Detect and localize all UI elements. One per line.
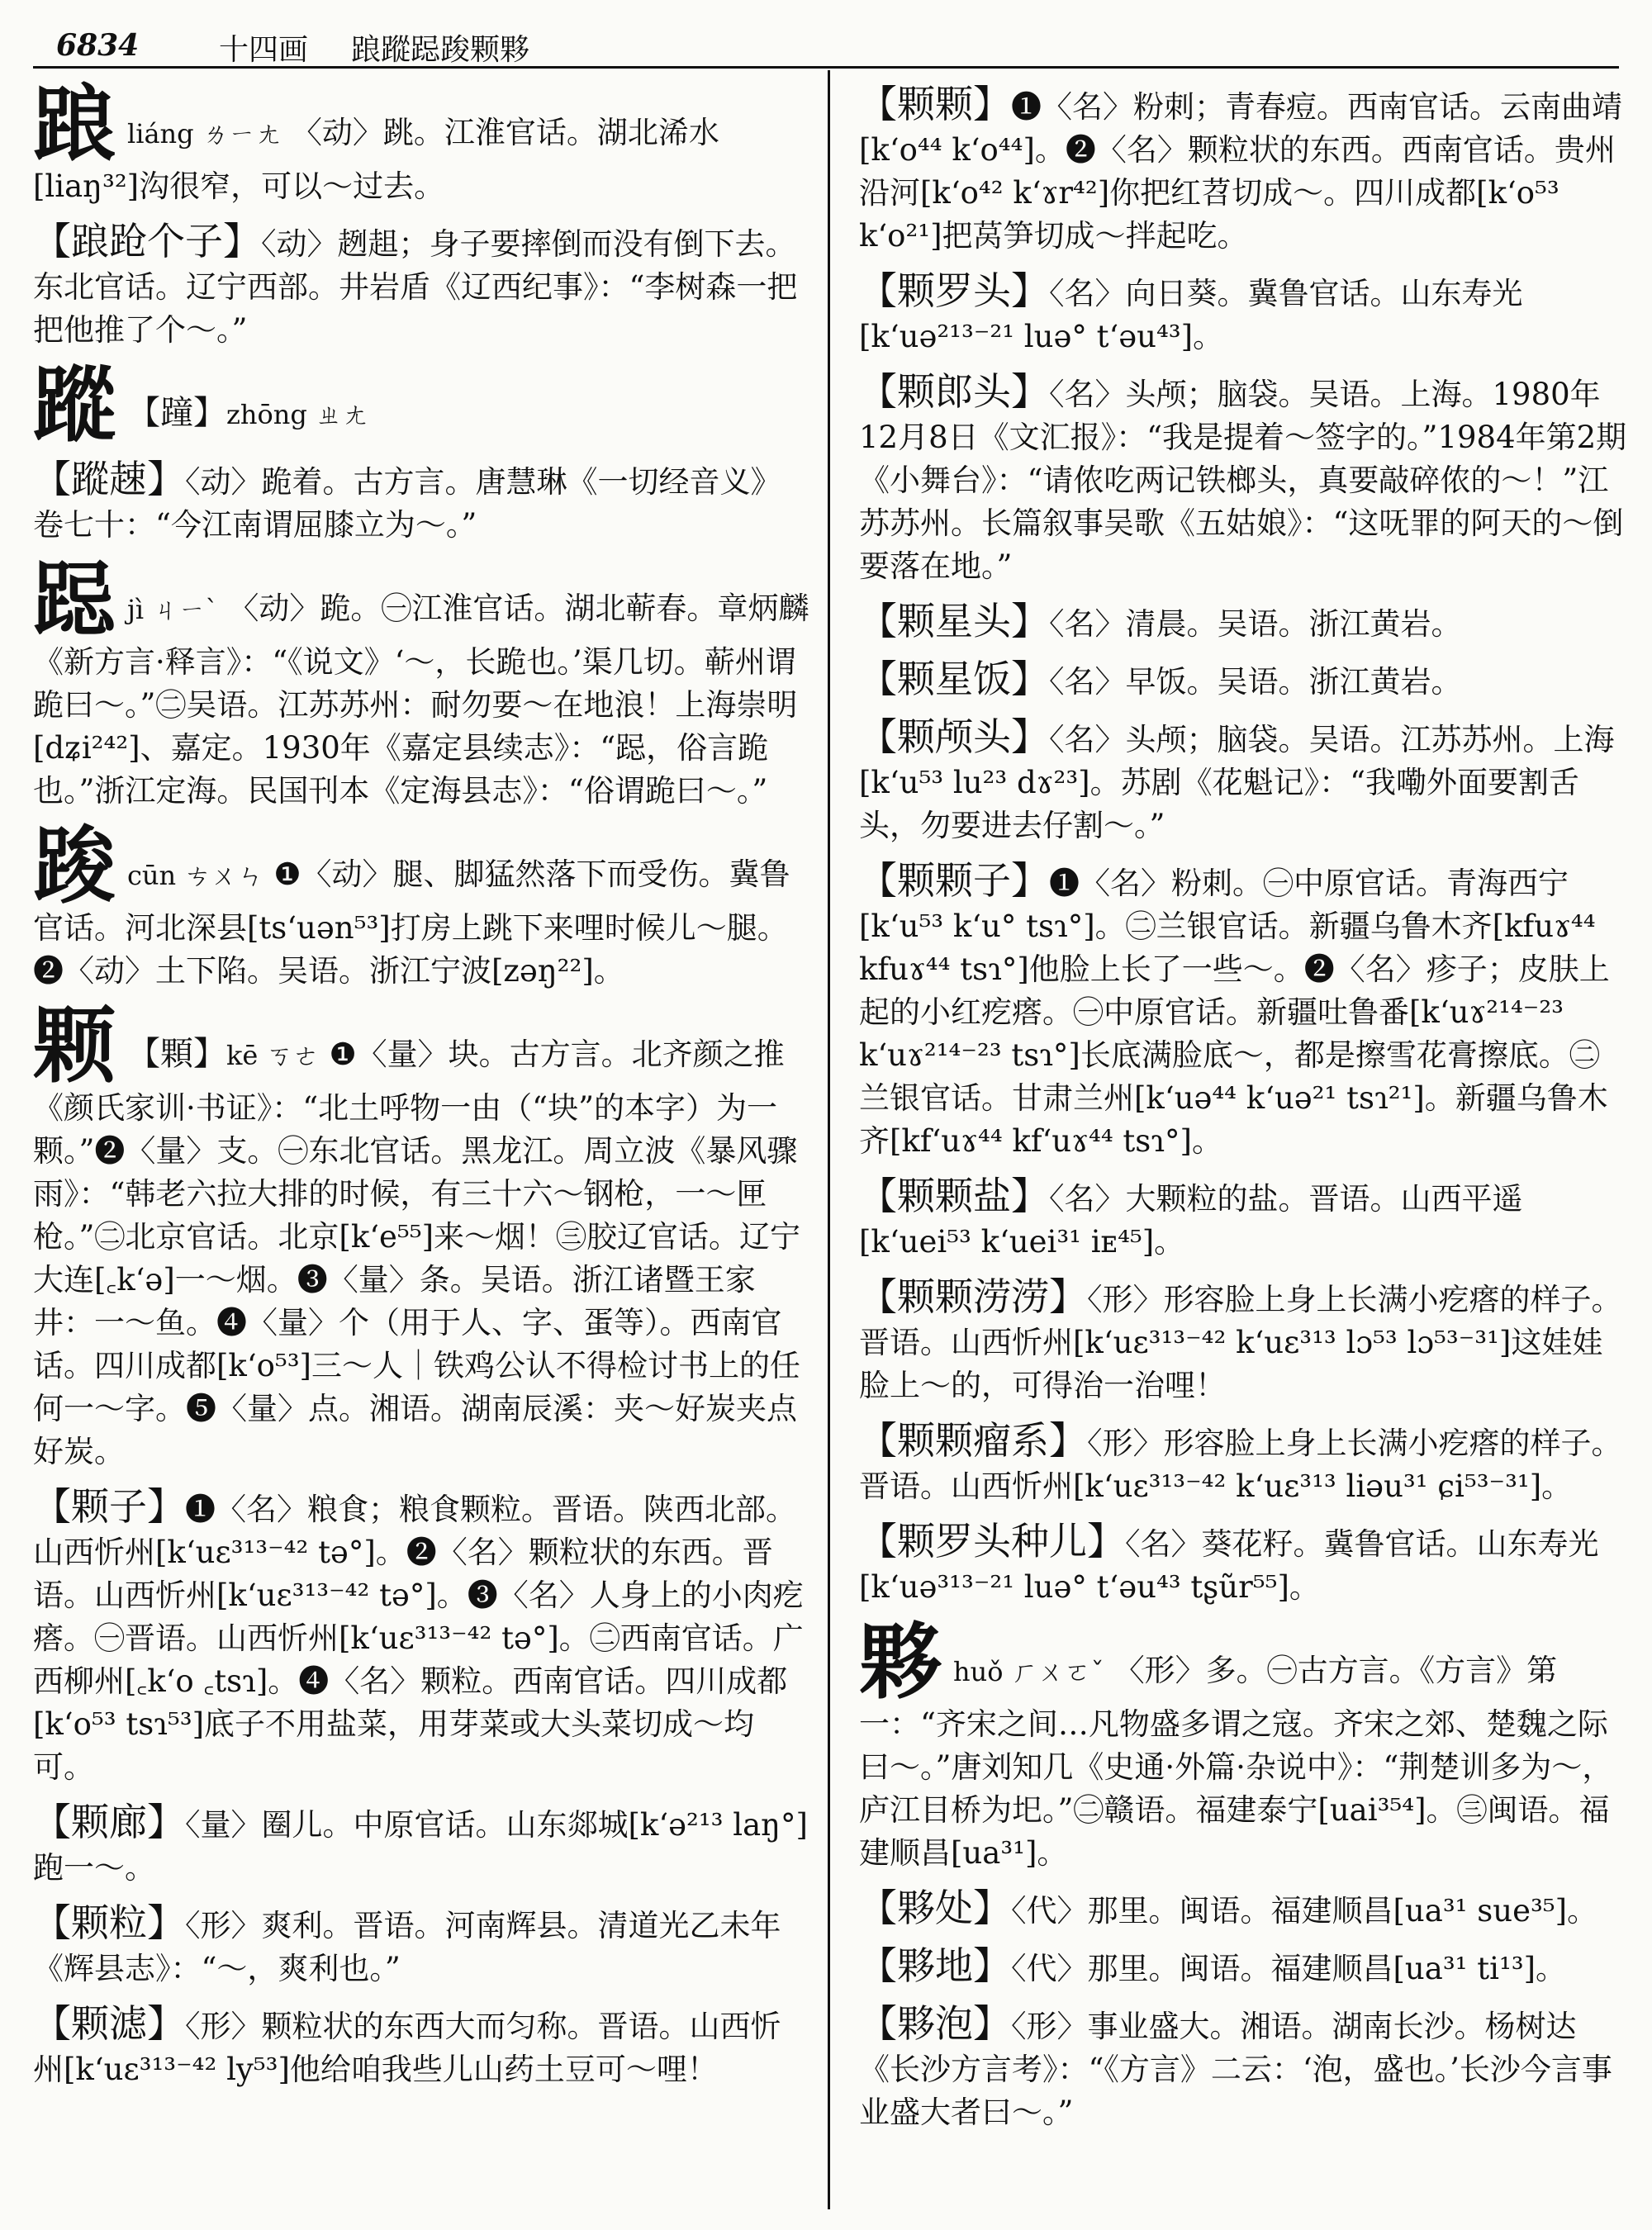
definition-text: ❶〈动〉腿、脚猛然落下而受伤。冀鲁官话。河北深县[tsʻuən⁵³]打房上跳下来哩时候儿～腿。❷〈动〉土下陷。吴语。浙江宁波[zəŋ²²]。: [33, 856, 790, 989]
left-column: [33, 75, 809, 2103]
sub-entry-head: 【夥地】: [859, 1943, 1011, 1988]
sub-entry-head: 【颗星头】: [859, 599, 1049, 643]
definition-text: ❶〈名〉粉刺。㊀中原官话。青海西宁[kʻu⁵³ kʻu° tsɿ°]。㊁兰银官话。新疆乌鲁木齐[kfuɤ⁴⁴ kfuɤ⁴⁴ tsɿ°]他脸上长了一些～。❷〈名〉疹子；皮肤上起的小红疙瘩。㊀中原官话。新疆吐鲁番[kʻuɤ²¹⁴⁻²³ kʻuɤ²¹⁴⁻²³ tsɿ°]长底满脸底～，都是擦雪花膏擦底。㊁兰银官话。甘肃兰州[kʻuə⁴⁴ kʻuə²¹ tsɿ²¹]。新疆乌鲁木齐[kfʻuɤ⁴⁴ kfʻuɤ⁴⁴ tsɿ°]。: [859, 866, 1610, 1159]
sub-entry: [859, 600, 1627, 646]
sub-entry-head: 【颗星饭】: [859, 657, 1049, 701]
headword-entry: [859, 1613, 1627, 1875]
definition-text: ❶〈名〉粉刺；青春痘。西南官话。云南曲靖[kʻo⁴⁴ kʻo⁴⁴]。❷〈名〉颗粒状的东西。西南官话。贵州沿河[kʻo⁴² kʻɤr⁴²]你把红苕切成～。四川成都[kʻo⁵³ kʻo²¹]把莴笋切成～拌起吃。: [859, 89, 1622, 254]
sub-entry-head: 【颗颗盐】: [859, 1174, 1049, 1218]
sub-entry-head: 【颗颅头】: [859, 714, 1049, 759]
sub-entry: [859, 1275, 1627, 1407]
definition-text: 〈动〉跪。㊀江淮官话。湖北蕲春。章炳麟《新方言·释言》：“《说文》‘～，长跪也。’渠几切。蕲州谓跪曰～。”㊁吴语。江苏苏州：耐勿要～在地浪！上海崇明[dʑi²⁴²]、嘉定。1930年《嘉定县续志》：“跽，俗言跪也。”浙江定海。民国刊本《定海县志》：“俗谓跪曰～。”: [33, 591, 809, 809]
definition-text: 〈形〉爽利。晋语。河南辉县。清道光乙未年《辉县志》：“～，爽利也。”: [33, 1908, 781, 1986]
sub-entry-head: 【颗罗头】: [859, 268, 1049, 313]
variant-char: 【蹱】: [127, 394, 226, 432]
sub-entry: [859, 1520, 1627, 1609]
sub-entry: [859, 859, 1627, 1163]
definition-text: 〈形〉事业盛大。湘语。湖南长沙。杨树达《长沙方言考》：“《方言》二云：‘泡，盛也。’长沙今言事业盛大者曰～。”: [859, 2009, 1612, 2130]
sub-entry-head: 【颗颗子】: [859, 858, 1049, 903]
column-divider: [828, 70, 830, 2209]
sub-entry-head: 【夥泡】: [859, 2001, 1011, 2046]
sub-entry: [859, 657, 1627, 704]
headword-entry: [33, 356, 809, 453]
definition-text: ❶〈量〉块。古方言。北齐颜之推《颜氏家训·书证》：“北土呼物一由（“块”的本字）为一颗。”❷〈量〉支。㊀东北官话。黑龙江。周立波《暴风骤雨》：“韩老六拉大排的时候，有三十六～钢枪，一～匣枪。”㊁北京官话。北京[kʻe⁵⁵]来～烟！㊂胶辽官话。辽宁大连[꜀kʻə]一～烟。❸〈量〉条。吴语。浙江诸暨王家井：一～鱼。❹〈量〉个（用于人、字、蛋等）。西南官话。四川成都[kʻo⁵³]三～人｜铁鸡公认不得检讨书上的任何一～字。❺〈量〉点。湘语。湖南辰溪：夹～好炭夹点好炭。: [33, 1037, 801, 1469]
sub-entry: [859, 1944, 1627, 1990]
pronunciation: cūn ㄘㄨㄣ: [127, 860, 264, 891]
headword-entry: [33, 997, 809, 1473]
definition-text: 〈名〉大颗粒的盐。晋语。山西平遥[kʻuei⁵³ kʻuei³¹ iᴇ⁴⁵]。: [859, 1181, 1523, 1260]
definition-text: 〈量〉圈儿。中原官话。山东郯城[kʻə²¹³ laŋ°]跑一～。: [33, 1807, 808, 1886]
headword-char: 踆: [33, 817, 116, 914]
headword-entry: [33, 75, 809, 208]
headword-char: 踉: [33, 75, 116, 173]
sub-entry-head: 【颗廊】: [33, 1800, 185, 1844]
definition-text: 〈动〉跳。江淮官话。湖北浠水[liaŋ³²]沟很窄，可以～过去。: [33, 115, 719, 204]
definition-text: 〈名〉早饭。吴语。浙江黄岩。: [1049, 664, 1462, 700]
definition-text: 〈名〉清晨。吴语。浙江黄岩。: [1049, 606, 1462, 642]
sub-entry-head: 【颗颗瘤系】: [859, 1418, 1087, 1463]
sub-entry-head: 【颗颗涝涝】: [859, 1274, 1087, 1319]
definition-text: 〈形〉形容脸上身上长满小疙瘩的样子。晋语。山西忻州[kʻuɛ³¹³⁻⁴² kʻuɛ³¹³ lɔ⁵³ lɔ⁵³⁻³¹]这娃娃脸上～的，可得治一治哩！: [859, 1282, 1622, 1403]
page-number: 6834: [56, 28, 140, 63]
pronunciation: zhōng ㄓㄤ: [226, 399, 369, 430]
sub-entry: [859, 1174, 1627, 1264]
sub-entry: [33, 1485, 809, 1789]
headword-entry: [33, 551, 809, 813]
definition-text: 〈形〉多。㊀古方言。《方言》第一：“齐宋之间…凡物盛多谓之寇。齐宋之郊、楚魏之际曰～。”唐刘知几《史通·外篇·杂说中》：“荆楚训多为～，庐江目桥为圯。”㊁赣语。福建泰宁[uai³⁵⁴]。㊂闽语。福建顺昌[ua³¹]。: [859, 1653, 1613, 1871]
definition-text: 〈形〉形容脸上身上长满小疙瘩的样子。晋语。山西忻州[kʻuɛ³¹³⁻⁴² kʻuɛ³¹³ liəu³¹ ɕi⁵³⁻³¹]。: [859, 1426, 1622, 1504]
sub-entry: [859, 83, 1627, 258]
right-column: [859, 83, 1627, 2146]
sub-entry-head: 【颗罗头种儿】: [859, 1519, 1125, 1563]
sub-entry: [33, 2002, 809, 2091]
sub-entry-head: 【颗颗】: [859, 82, 1011, 126]
sub-entry: [859, 269, 1627, 358]
sub-entry-head: 【夥处】: [859, 1886, 1011, 1930]
page-header: [33, 20, 1619, 69]
sub-entry: [33, 220, 809, 352]
pronunciation: jì ㄐㄧˋ: [127, 594, 219, 625]
definition-text: 〈形〉颗粒状的东西大而匀称。晋语。山西忻州[kʻuɛ³¹³⁻⁴² ly⁵³]他给咱我些儿山药土豆可～哩！: [33, 2009, 781, 2087]
sub-entry-head: 【颗郎头】: [859, 369, 1049, 414]
pronunciation: huǒ ㄏㄨㄛˇ: [953, 1656, 1104, 1687]
definition-text: 〈名〉向日葵。冀鲁官话。山东寿光[kʻuə²¹³⁻²¹ luə° tʻəu⁴³]。: [859, 276, 1523, 354]
sub-entry-head: 【颗粒】: [33, 1900, 185, 1945]
sub-entry-head: 【蹤趚】: [33, 457, 185, 501]
sub-entry-head: 【踉跄个子】: [33, 219, 261, 263]
sub-entry: [859, 1419, 1627, 1508]
header-characters: 踉蹤跽踆颗夥: [351, 33, 530, 67]
headword-char: 夥: [859, 1613, 942, 1710]
sub-entry: [33, 458, 809, 547]
pronunciation: kē ㄎㄜ: [226, 1040, 320, 1071]
sub-entry: [859, 1886, 1627, 1933]
definition-text: ❶〈名〉粮食；粮食颗粒。晋语。陕西北部。山西忻州[kʻuɛ³¹³⁻⁴² tə°]。❷〈名〉颗粒状的东西。晋语。山西忻州[kʻuɛ³¹³⁻⁴² tə°]。❸〈名〉人身上的小肉疙瘩。㊀晋语。山西忻州[kʻuɛ³¹³⁻⁴² tə°]。㊁西南官话。广西柳州[꜀kʻo ꜀tsɿ]。❹〈名〉颗粒。西南官话。四川成都[kʻo⁵³ tsɿ⁵³]底子不用盐菜，用芽菜或大头菜切成～均可。: [33, 1492, 804, 1785]
definition-text: 〈名〉头颅；脑袋。吴语。上海。1980年12月8日《文汇报》：“我是提着～签字的。”1984年第2期《小舞台》：“请侬吃两记铁榔头，真要敲碎侬的～！”江苏苏州。长篇叙事吴歌《五姑娘》：“这呒罪的阿天的～倒要落在地。”: [859, 377, 1627, 584]
headword-char: 跽: [33, 551, 116, 648]
headword-entry: [33, 817, 809, 993]
sub-entry-head: 【颗子】: [33, 1484, 185, 1529]
definition-text: 〈名〉头颅；脑袋。吴语。江苏苏州。上海[kʻu⁵³ lu²³ dɤ²³]。苏剧《花魁记》：“我嘞外面要割舌头，勿要进去仔割～。”: [859, 722, 1615, 843]
definition-text: 〈名〉葵花籽。冀鲁官话。山东寿光[kʻuə³¹³⁻²¹ luə° tʻəu⁴³ tʂũr⁵⁵]。: [859, 1526, 1599, 1605]
sub-entry: [859, 715, 1627, 847]
stroke-section: 十四画: [219, 33, 309, 67]
pronunciation: liáng ㄌㄧㄤ: [127, 118, 282, 149]
sub-entry-head: 【颗滤】: [33, 2001, 185, 2046]
definition-text: 〈动〉趔趄；身子要摔倒而没有倒下去。东北官话。辽宁西部。井岩盾《辽西纪事》：“李树森一把把他推了个～。”: [33, 226, 798, 348]
variant-char: 【顆】: [127, 1035, 226, 1073]
sub-entry: [33, 1801, 809, 1890]
headword-char: 颗: [33, 997, 116, 1094]
definition-text: 〈代〉那里。闽语。福建顺昌[ua³¹ ti¹³]。: [1011, 1951, 1567, 1986]
headword-char: 蹤: [33, 356, 116, 453]
sub-entry: [859, 370, 1627, 588]
definition-text: 〈代〉那里。闽语。福建顺昌[ua³¹ sue³⁵]。: [1011, 1893, 1598, 1929]
definition-text: 〈动〉跪着。古方言。唐慧琳《一切经音义》卷七十：“今江南谓屈膝立为～。”: [33, 464, 781, 543]
sub-entry: [33, 1901, 809, 1990]
sub-entry: [859, 2002, 1627, 2134]
